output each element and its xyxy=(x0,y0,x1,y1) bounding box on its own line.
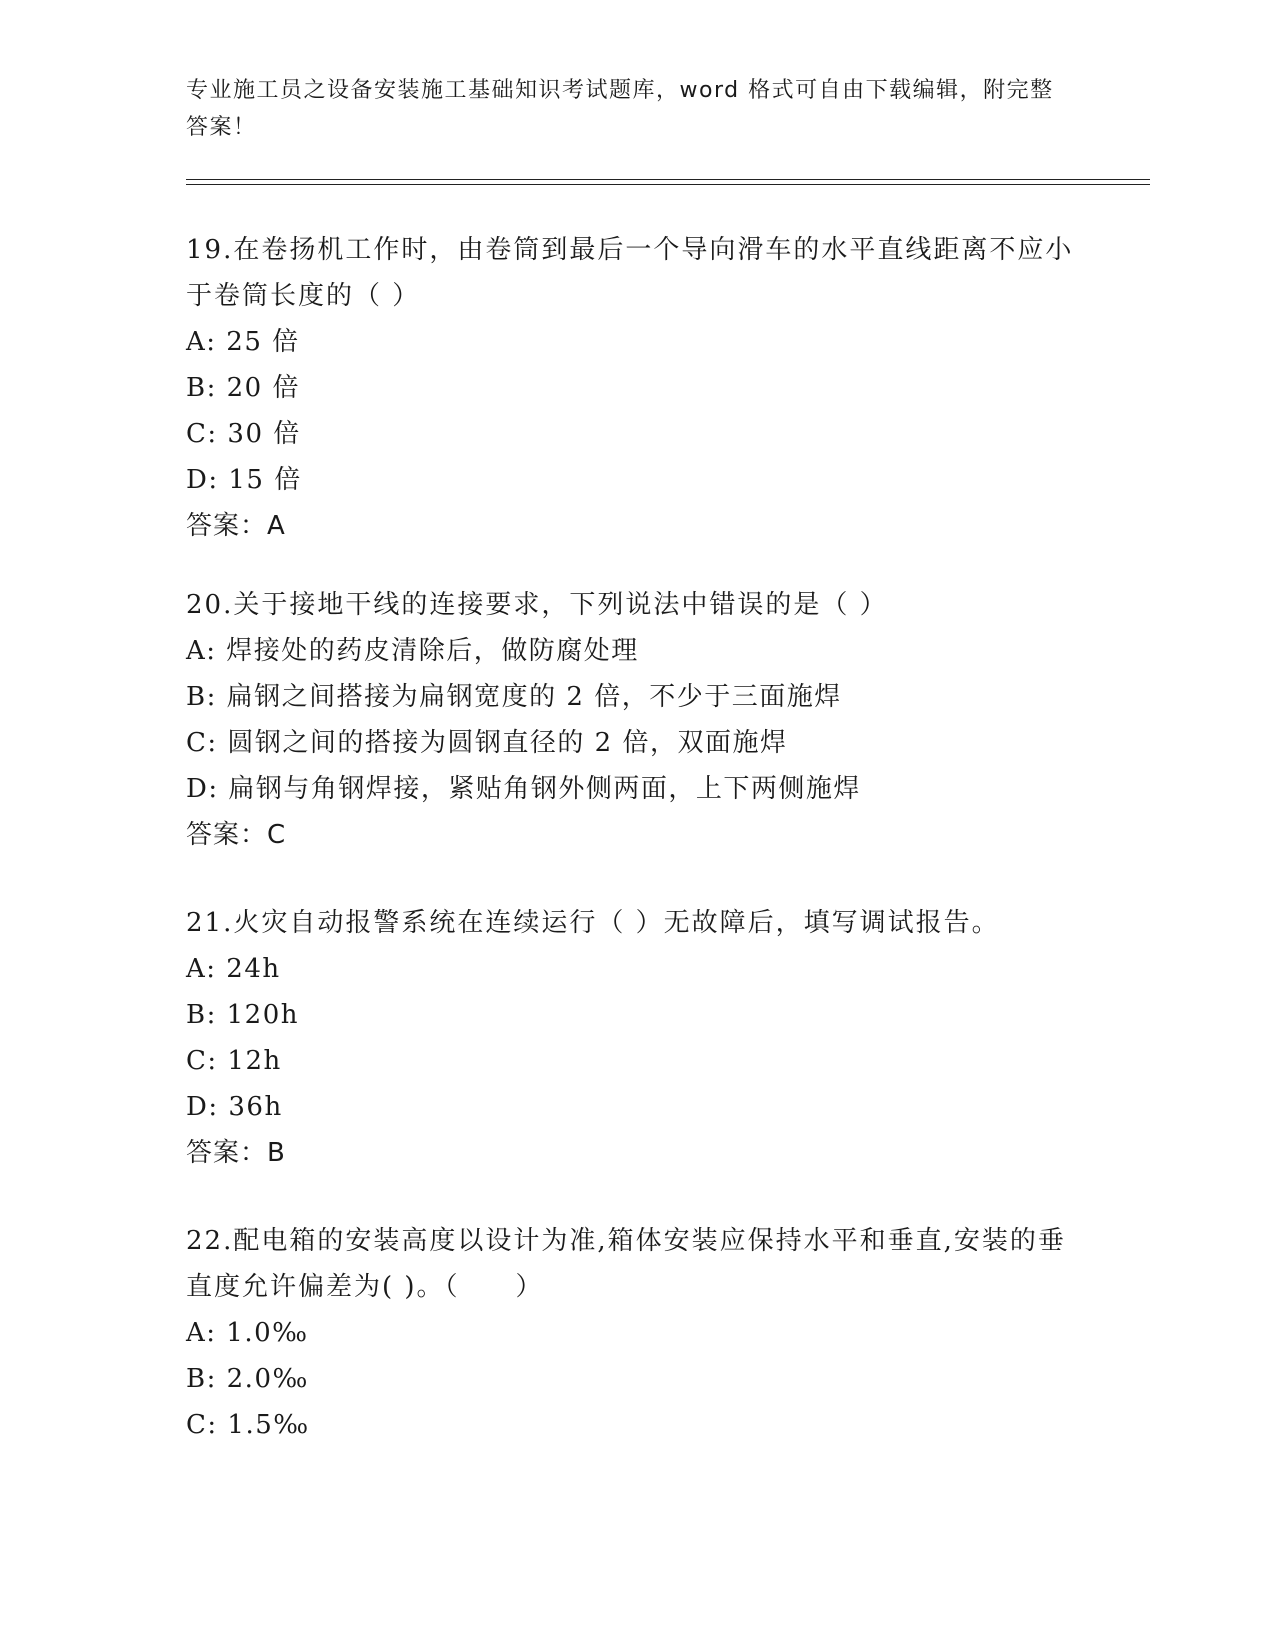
option-c: C: 30 倍 xyxy=(186,419,301,449)
question-21 xyxy=(186,900,1086,1176)
option-c: C: 12h xyxy=(186,1046,282,1076)
option-b: B: 扁钢之间搭接为扁钢宽度的 2 倍，不少于三面施焊 xyxy=(186,682,842,712)
question-20 xyxy=(186,582,1086,858)
option-b: B: 120h xyxy=(186,1000,300,1030)
option-d: D: 36h xyxy=(186,1092,283,1122)
answer: 答案：A xyxy=(186,511,286,541)
answer: 答案：B xyxy=(186,1138,286,1168)
option-b: B: 2.0‰ xyxy=(186,1364,309,1394)
header-divider-top xyxy=(186,179,1150,180)
document-header: 专业施工员之设备安装施工基础知识考试题库，word 格式可自由下载编辑，附完整答案！ xyxy=(186,78,1054,140)
option-a: A: 25 倍 xyxy=(186,327,300,357)
question-22 xyxy=(186,1218,1086,1448)
option-a: A: 1.0‰ xyxy=(186,1318,309,1348)
option-b: B: 20 倍 xyxy=(186,373,300,403)
option-a: A: 焊接处的药皮清除后，做防腐处理 xyxy=(186,636,639,666)
question-text: 20.关于接地干线的连接要求，下列说法中错误的是（ ） xyxy=(186,590,888,620)
option-d: D: 15 倍 xyxy=(186,465,302,495)
question-text: 22.配电箱的安装高度以设计为准,箱体安装应保持水平和垂直,安装的垂直度允许偏差为( )。（ ） xyxy=(186,1226,1066,1302)
question-19 xyxy=(186,227,1086,549)
option-a: A: 24h xyxy=(186,954,281,984)
question-text: 21.火灾自动报警系统在连续运行（ ）无故障后，填写调试报告。 xyxy=(186,908,1000,938)
option-d: D: 扁钢与角钢焊接，紧贴角钢外侧两面，上下两侧施焊 xyxy=(186,774,861,804)
answer: 答案：C xyxy=(186,820,287,850)
option-c: C: 1.5‰ xyxy=(186,1410,310,1440)
header-divider-bottom xyxy=(186,184,1150,185)
question-text: 19.在卷扬机工作时，由卷筒到最后一个导向滑车的水平直线距离不应小于卷筒长度的（ ） xyxy=(186,235,1074,311)
option-c: C: 圆钢之间的搭接为圆钢直径的 2 倍，双面施焊 xyxy=(186,728,788,758)
